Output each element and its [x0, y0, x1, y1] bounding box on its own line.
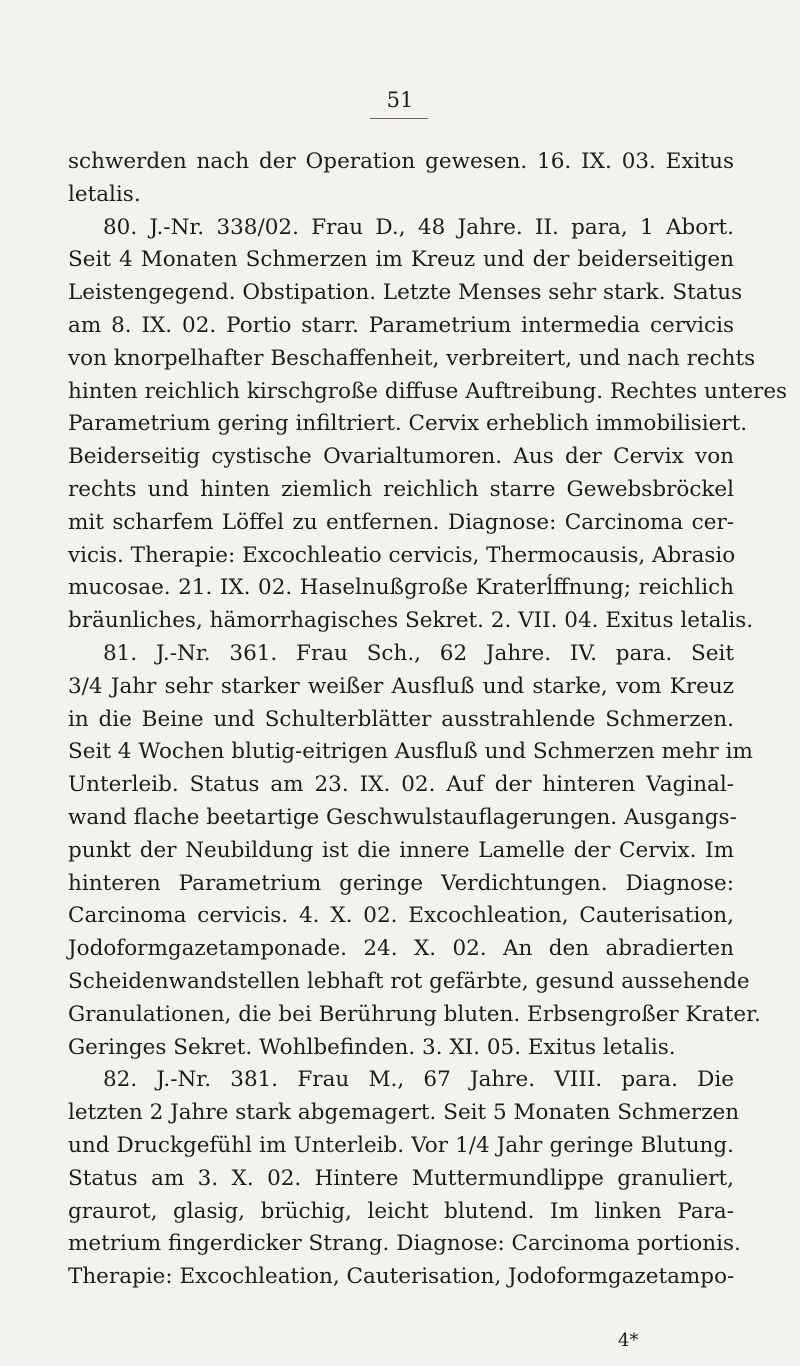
body-text	[68, 146, 788, 1294]
text-line: Scheidenwandstellen lebhaft rot gefärbte, gesund aussehende	[68, 968, 750, 994]
header-rule	[370, 118, 428, 119]
text-line: wand flache beetartige Geschwulstauflagerungen. Ausgangs-	[68, 804, 737, 830]
case-81-heading-line: 81. J.-Nr. 361. Frau Sch., 62 Jahre. IV. para. Seit	[103, 640, 734, 666]
text-line: letzten 2 Jahre stark abgemagert. Seit 5 Monaten Schmerzen	[68, 1100, 740, 1126]
text-line: in die Beine und Schulterblätter ausstrahlende Schmerzen.	[68, 706, 734, 732]
text-line: Beiderseitig cystische Ovarialtumoren. Aus der Cervix von	[68, 444, 734, 470]
page-number: 51	[386, 88, 414, 112]
text-line: Therapie: Excochleation, Cauterisation, Jodoformgazetampo-	[68, 1264, 735, 1290]
case-82-heading-line: 82. J.-Nr. 381. Frau M., 67 Jahre. VIII. para. Die	[103, 1067, 734, 1093]
text-line: von knorpelhafter Beschaffenheit, verbreitert, und nach rechts	[68, 345, 756, 371]
text-line: am 8. IX. 02. Portio starr. Parametrium intermedia cervicis	[68, 312, 734, 338]
text-line: metrium fingerdicker Strang. Diagnose: Carcinoma portionis.	[68, 1231, 741, 1257]
text-line: Carcinoma cervicis. 4. X. 02. Excochleation, Cauterisation,	[68, 903, 734, 929]
text-line: und Druckgefühl im Unterleib. Vor 1/4 Jahr geringe Blutung.	[68, 1132, 734, 1158]
text-line: hinteren Parametrium geringe Verdichtungen. Diagnose:	[68, 870, 734, 896]
text-line: mit scharfem Löffel zu entfernen. Diagnose: Carcinoma cer-	[68, 509, 734, 535]
text-line: vicis. Therapie: Excochleatio cervicis, Thermocausis, Abrasio	[68, 542, 736, 568]
text-line: Status am 3. X. 02. Hintere Muttermundlippe granuliert,	[68, 1165, 734, 1191]
case-80-heading-line: 80. J.-Nr. 338/02. Frau D., 48 Jahre. II. para, 1 Abort.	[103, 214, 734, 240]
text-line: Jodoformgazetamponade. 24. X. 02. An den abradierten	[68, 936, 734, 962]
text-line: Unterleib. Status am 23. IX. 02. Auf der hinteren Vaginal-	[68, 772, 734, 798]
text-line: rechts und hinten ziemlich reichlich starre Gewebsbröckel	[68, 476, 734, 502]
text-line: mucosae. 21. IX. 02. Haselnußgroße Kraterĺffnung; reichlich	[68, 575, 734, 601]
text-line: graurot, glasig, brüchig, leicht blutend. Im linken Para-	[68, 1198, 734, 1224]
text-line: Geringes Sekret. Wohlbefinden. 3. XI. 05. Exitus letalis.	[68, 1034, 676, 1060]
text-line: Seit 4 Wochen blutig-eitrigen Ausfluß und Schmerzen mehr im	[68, 739, 753, 765]
text-line: 3/4 Jahr sehr starker weißer Ausfluß und starke, vom Kreuz	[68, 673, 734, 699]
text-line: Seit 4 Monaten Schmerzen im Kreuz und der beiderseitigen	[68, 247, 734, 273]
signature-mark: 4*	[618, 1330, 639, 1351]
text-line: bräunliches, hämorrhagisches Sekret. 2. VII. 04. Exitus letalis.	[68, 608, 754, 634]
text-line: Granulationen, die bei Berührung bluten. Erbsengroßer Krater.	[68, 1001, 761, 1027]
text-line: hinten reichlich kirschgroße diffuse Auftreibung. Rechtes unteres	[68, 378, 788, 404]
text-line: Leistengegend. Obstipation. Letzte Menses sehr stark. Status	[68, 280, 743, 306]
text-line: schwerden nach der Operation gewesen. 16. IX. 03. Exitus	[68, 149, 734, 174]
text-line: punkt der Neubildung ist die innere Lamelle der Cervix. Im	[68, 837, 734, 863]
text-line: Parametrium gering infiltriert. Cervix erheblich immobilisiert.	[68, 411, 748, 437]
text-line: letalis.	[68, 181, 141, 207]
